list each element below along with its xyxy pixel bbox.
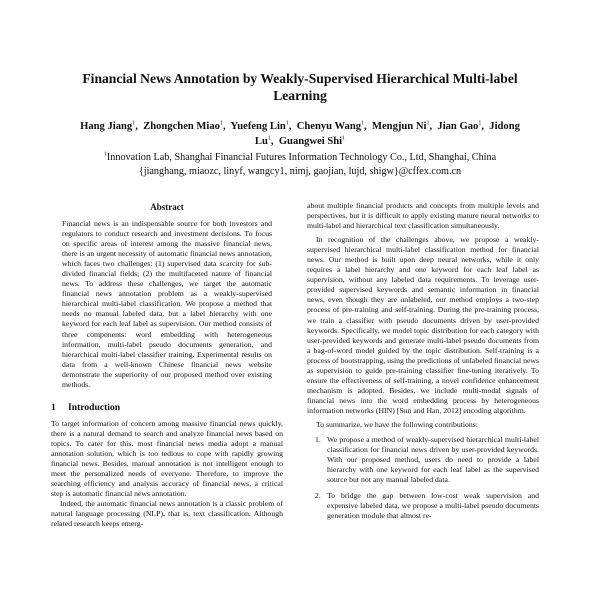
list-item-text: We propose a method of weakly-supervised hierarchical multi-label classification for financial news driven by user-provided keywords. With our proposed method, users do need to provide a label hierarchy with one keyword for each leaf label as the supervised source but not any manual labeled data.	[327, 435, 539, 485]
paper-title: Financial News Annotation by Weakly-Supervised Hierarchical Multi-label Learning	[82, 71, 518, 103]
body-paragraph: To summarize, we have the following contributions:	[316, 419, 478, 429]
list-marker: 2.	[315, 491, 321, 501]
author: Jian Gao$^1$	[437, 120, 482, 132]
list-item-text: To bridge the gap between low-cost weak supervision and expensive labeled data, we propose a multi-label pseudo documents generation module that almost re-	[327, 491, 539, 521]
author: Jidong Lu$^1$	[254, 121, 520, 147]
affiliation: $^1$Innovation Lab, Shanghai Financial Futures Information Technology Co., Ltd, Shanghai, China	[103, 151, 497, 163]
section-number: 1	[51, 401, 56, 413]
author: Chenyu Wang$^1$	[296, 120, 365, 132]
author: Mengjun Ni$^1$	[371, 120, 430, 132]
author-list: Hang Jiang$^1$, Zhongchen Miao$^1$, Yuefeng Lin$^1$, Chenyu Wang$^1$, Mengjun Ni$^1$, Jian Gao$^1$, Jidong Lu$^1$, Guangwei Shi$^1$	[80, 120, 520, 147]
author: Zhongchen Miao$^1$	[143, 120, 223, 132]
author-emails: {jianghang, miaozc, linyf, wangcy1, nimj, gaojian, lujd, shigw}@cffex.com.cn	[138, 166, 462, 177]
list-item	[307, 435, 539, 485]
list-marker: 1.	[315, 435, 321, 445]
affiliation-block	[40, 151, 560, 179]
left-column	[51, 201, 283, 529]
body-paragraph: about multiple financial products and concepts from multiple levels and perspectives, but it is difficult to apply existing mature neural networks to multi-label and hierarchical text classification simultaneously.	[307, 201, 539, 231]
right-column	[307, 201, 539, 527]
abstract-heading: Abstract	[150, 202, 184, 212]
intro-paragraph: To target information of concern among massive financial news quickly, there is a natural demand to search and analyze financial news based on topics. To cater for this, most financial news media adopt a manual annotation solution, which is too tedious to cope with rapidly growing financial news. Besides, manual annotation is not intelligent enough to meet the personalized needs of everyone. Therefore, to improve the searching efficiency and analysis accuracy of financial news, a critical step is automatic financial news annotation.	[51, 418, 283, 499]
section-title: Introduction	[68, 401, 121, 413]
contributions-list	[307, 435, 539, 521]
author: Yuefeng Lin$^1$	[230, 120, 289, 132]
author: Guangwei Shi$^1$	[278, 134, 346, 147]
list-item	[307, 491, 539, 521]
body-paragraph: In recognition of the challenges above, we propose a weakly-supervised hierarchical multi-label classification method for financial news. Our method is built upon deep neural networks, while it only requires a label hierarchy and one keyword for each leaf label as supervision, without any labeled data requirements. To leverage user-provided supervised keywords and semantic information in financial news, even though they are unlabeled, our method employs a two-step process of pre-training and self-training. During the pre-training process, we train a classifier with pseudo documents driven by user-provided keywords. Specifically, we model topic distribution for each category with user-provided keywords and generate multi-label pseudo documents from a bag-of-word model guided by the topic distribution. Self-training is a process of bootstrapping, using the predictions of unlabeled financial news as supervision to guide pre-training classifier fine-tuning iteratively. To ensure the effectiveness of self-training, a novel confidence enhancement mechanism is adopted. Besides, we include multi-modal signals of financial news into the word embedding process by heterogeneous information networks (HIN) [Sun and Han, 2012] encoding algorithm.	[307, 235, 540, 415]
abstract-text: Financial news is an indispensable source for both investors and regulators to conduct research and investment decisions. To focus on specific areas of interest among the massive financial news, there is an urgent necessity of automatic financial news annotation, which faces two challenges: (1) supervised data scarcity for sub-divided financial fields; (2) the multifaceted nature of financial news. To address these challenges, we target the automatic financial news annotation problem as a weakly-supervised hierarchical multi-label classification. We propose a method that needs no manual labeled data, but a label hierarchy with one keyword for each leaf label as supervision. Our method consists of three components: word embedding with heterogeneous information, multi-label pseudo documents generation, and hierarchical multi-label classifier training. Experimental results on data from a well-known Chinese financial news website demonstrate the superiority of our proposed method over existing methods.	[62, 219, 272, 389]
intro-paragraph: Indeed, the automatic financial news annotation is a classic problem of natural language processing (NLP), that is, text classification. Although related research keeps emerg-	[51, 499, 283, 529]
section-heading-introduction	[51, 402, 283, 414]
author: Hang Jiang$^1$	[80, 120, 136, 132]
